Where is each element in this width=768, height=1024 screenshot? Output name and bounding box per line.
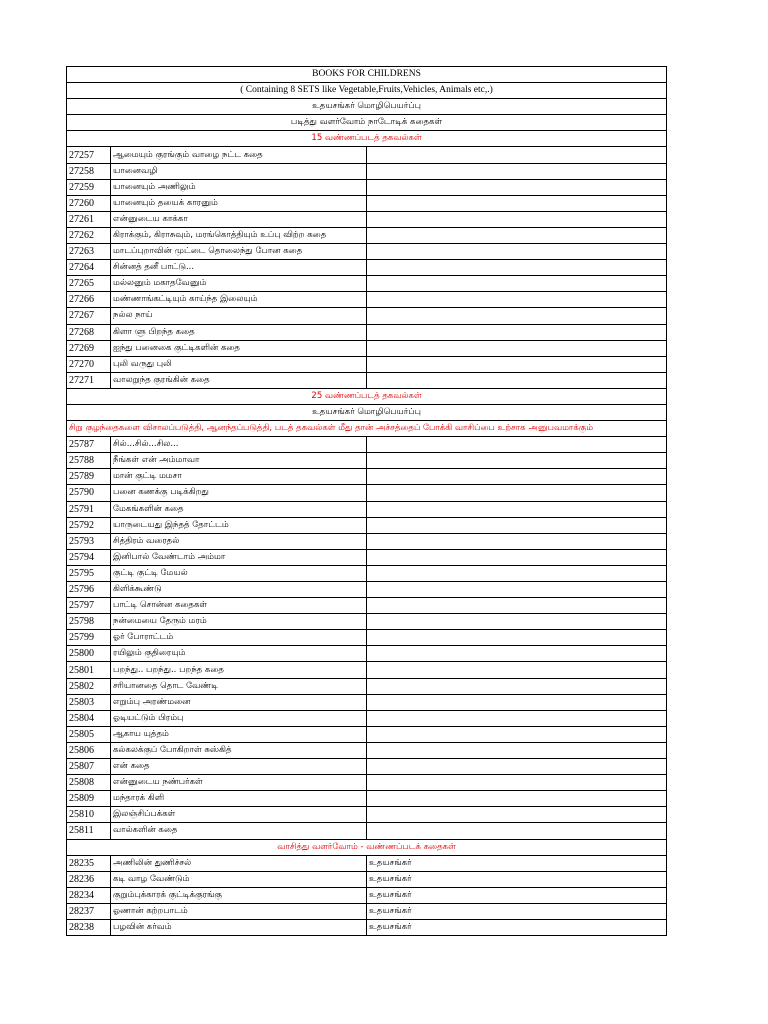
book-author xyxy=(367,694,667,710)
section-header: வாசித்து வளர்வோம் - வண்ணப்படக் கதைகள் xyxy=(67,839,667,855)
book-title: மாடப்புறாவின் முட்டை தொலைந்து போன கதை xyxy=(111,244,367,260)
book-title: புலி வருது புலி xyxy=(111,356,367,372)
book-title: நீங்கள் என் அம்மாவா xyxy=(111,453,367,469)
book-author xyxy=(367,292,667,308)
book-row xyxy=(67,147,667,163)
book-row xyxy=(67,437,667,453)
book-author xyxy=(367,614,667,630)
book-title: ஓணான் கற்றபாடம் xyxy=(111,903,367,919)
section-header-row xyxy=(67,388,667,404)
book-title: ஐந்து பனைகை குட்டிகளின் கதை xyxy=(111,340,367,356)
book-row xyxy=(67,823,667,839)
book-code: 27259 xyxy=(67,179,111,195)
book-title: பறந்து.. பறந்து.. பறந்த கதை xyxy=(111,662,367,678)
book-code: 27271 xyxy=(67,372,111,388)
book-author: உதயசங்கர் xyxy=(367,903,667,919)
book-author xyxy=(367,227,667,243)
book-code: 27270 xyxy=(67,356,111,372)
book-row xyxy=(67,887,667,903)
book-author xyxy=(367,211,667,227)
book-code: 25801 xyxy=(67,662,111,678)
book-author xyxy=(367,662,667,678)
book-code: 25799 xyxy=(67,630,111,646)
book-author xyxy=(367,710,667,726)
document-subtitle: ( Containing 8 SETS like Vegetable,Fruits,Vehicles, Animals etc,.) xyxy=(67,83,667,99)
book-author xyxy=(367,598,667,614)
book-code: 27261 xyxy=(67,211,111,227)
section-header-row xyxy=(67,131,667,147)
section-header: 25 வண்ணப்படத் தகவல்கள் xyxy=(67,388,667,404)
section-header: உதயசங்கர் மொழிபெயர்ப்பு xyxy=(67,404,667,420)
book-author xyxy=(367,469,667,485)
document-title: BOOKS FOR CHILDRENS xyxy=(67,67,667,83)
book-code: 25791 xyxy=(67,501,111,517)
book-code: 28234 xyxy=(67,887,111,903)
book-row xyxy=(67,630,667,646)
book-code: 27265 xyxy=(67,276,111,292)
book-code: 28236 xyxy=(67,871,111,887)
book-title: யானையும் தயைக் காரனும் xyxy=(111,195,367,211)
section-header-row xyxy=(67,839,667,855)
book-row xyxy=(67,211,667,227)
book-code: 25787 xyxy=(67,437,111,453)
book-code: 27257 xyxy=(67,147,111,163)
book-row xyxy=(67,549,667,565)
book-code: 25810 xyxy=(67,807,111,823)
book-row xyxy=(67,646,667,662)
book-author xyxy=(367,276,667,292)
book-author xyxy=(367,759,667,775)
book-row xyxy=(67,791,667,807)
book-code: 25790 xyxy=(67,485,111,501)
book-title: பனை கணக்கு படிக்கிறது xyxy=(111,485,367,501)
book-author xyxy=(367,565,667,581)
book-author xyxy=(367,630,667,646)
book-code: 25793 xyxy=(67,533,111,549)
book-row xyxy=(67,227,667,243)
book-code: 25803 xyxy=(67,694,111,710)
book-row xyxy=(67,582,667,598)
section-header-row xyxy=(67,99,667,115)
book-author xyxy=(367,195,667,211)
book-title: கிளிக்கூண்டு xyxy=(111,582,367,598)
book-title: வாலறுந்த குரங்கின் கதை xyxy=(111,372,367,388)
book-author xyxy=(367,260,667,276)
book-row xyxy=(67,662,667,678)
book-code: 25794 xyxy=(67,549,111,565)
book-author: உதயசங்கர் xyxy=(367,887,667,903)
book-row xyxy=(67,501,667,517)
book-author xyxy=(367,533,667,549)
book-code: 27267 xyxy=(67,308,111,324)
book-row xyxy=(67,308,667,324)
book-author xyxy=(367,742,667,758)
book-code: 25806 xyxy=(67,742,111,758)
book-title: ஓடியட்டும் பிரம்பு xyxy=(111,710,367,726)
book-title: கல்கலக்குப் போகிறாள் சுஸ்கித் xyxy=(111,742,367,758)
section-header-row xyxy=(67,404,667,420)
book-row xyxy=(67,324,667,340)
book-row xyxy=(67,565,667,581)
book-code: 25792 xyxy=(67,517,111,533)
book-author: உதயசங்கர் xyxy=(367,871,667,887)
book-code: 25796 xyxy=(67,582,111,598)
book-title: கிராக்கும், கிராசுவும், மரங்கொத்தியும் உப்பு விற்ற கதை xyxy=(111,227,367,243)
book-code: 27263 xyxy=(67,244,111,260)
book-code: 27264 xyxy=(67,260,111,276)
book-code: 27268 xyxy=(67,324,111,340)
book-author xyxy=(367,356,667,372)
book-row xyxy=(67,469,667,485)
book-author xyxy=(367,646,667,662)
book-row xyxy=(67,276,667,292)
book-title: என் கதை xyxy=(111,759,367,775)
book-row xyxy=(67,260,667,276)
book-title: ஆமையும் குரங்கும் வாழை நட்ட கதை xyxy=(111,147,367,163)
book-author xyxy=(367,501,667,517)
book-author: உதயசங்கர் xyxy=(367,855,667,871)
book-title: இலஞ்சிப்பக்கள் xyxy=(111,807,367,823)
book-title: இனிபால் வேண்டாம் அம்மா xyxy=(111,549,367,565)
book-title: சில்...சில்...சில... xyxy=(111,437,367,453)
book-title: வால்களின் கதை xyxy=(111,823,367,839)
book-row xyxy=(67,244,667,260)
section-header-row xyxy=(67,115,667,131)
book-code: 25804 xyxy=(67,710,111,726)
book-title: மான் குட்டி மமசா xyxy=(111,469,367,485)
book-title: எறும்பு அரண்மனை xyxy=(111,694,367,710)
book-code: 28237 xyxy=(67,903,111,919)
book-code: 25789 xyxy=(67,469,111,485)
book-title: சரியானதை தொட வேண்டி xyxy=(111,678,367,694)
book-title: குட்டி குட்டி மேயல் xyxy=(111,565,367,581)
book-code: 28238 xyxy=(67,919,111,935)
book-author xyxy=(367,324,667,340)
book-code: 25788 xyxy=(67,453,111,469)
book-author xyxy=(367,340,667,356)
book-author xyxy=(367,823,667,839)
book-title: குறும்புக்காரக் குட்டிக்குரங்கு xyxy=(111,887,367,903)
book-row xyxy=(67,372,667,388)
book-author xyxy=(367,791,667,807)
book-code: 27258 xyxy=(67,163,111,179)
book-code: 25808 xyxy=(67,775,111,791)
book-row xyxy=(67,195,667,211)
book-row xyxy=(67,694,667,710)
book-row xyxy=(67,356,667,372)
book-row xyxy=(67,678,667,694)
book-row xyxy=(67,710,667,726)
book-code: 25811 xyxy=(67,823,111,839)
book-title: சின்னத் தனீ பாட்டு... xyxy=(111,260,367,276)
book-title: என்னுடைய நண்பர்கள் xyxy=(111,775,367,791)
book-title: ரயிலும் குதிரையும் xyxy=(111,646,367,662)
book-row xyxy=(67,807,667,823)
book-code: 27260 xyxy=(67,195,111,211)
book-title: கடி வாழ வேண்டும் xyxy=(111,871,367,887)
book-row xyxy=(67,163,667,179)
book-row xyxy=(67,485,667,501)
section-header: 15 வண்ணப்படத் தகவல்கள் xyxy=(67,131,667,147)
book-author xyxy=(367,147,667,163)
book-title: மல்லனும் மகாதவேனும் xyxy=(111,276,367,292)
book-author xyxy=(367,163,667,179)
section-header: சிறு குழந்தைகளை விசாலப்படுத்தி, ஆனந்தப்படுத்தி, படத் தகவல்கள் மீது தான் அச்சத்தைப் போக்கி வாசிப்பை உற்சாக அனுபவமாக்கும் xyxy=(67,421,667,437)
book-title: யானைவழி xyxy=(111,163,367,179)
book-code: 25807 xyxy=(67,759,111,775)
book-row xyxy=(67,903,667,919)
book-title: பழவின் கர்வம் xyxy=(111,919,367,935)
book-title: கிளா ளு பிறந்த கதை xyxy=(111,324,367,340)
book-code: 27269 xyxy=(67,340,111,356)
book-row xyxy=(67,855,667,871)
book-row xyxy=(67,614,667,630)
book-list-body xyxy=(67,67,667,936)
book-author xyxy=(367,517,667,533)
book-title: ஆகாய யுத்தம் xyxy=(111,726,367,742)
book-row xyxy=(67,517,667,533)
book-row xyxy=(67,775,667,791)
book-title: நல்ல நாய் xyxy=(111,308,367,324)
book-code: 28235 xyxy=(67,855,111,871)
book-title: அணிலின் துணிச்சல் xyxy=(111,855,367,871)
subtitle-row xyxy=(67,83,667,99)
book-title: ஓர் போராட்டம் xyxy=(111,630,367,646)
book-row xyxy=(67,533,667,549)
book-title: மண்ணாங்கட்டியும் காய்ந்த இலையும் xyxy=(111,292,367,308)
book-title: நன்மையை தேரும் மரம் xyxy=(111,614,367,630)
book-row xyxy=(67,759,667,775)
book-code: 25809 xyxy=(67,791,111,807)
section-header-row xyxy=(67,421,667,437)
book-row xyxy=(67,598,667,614)
book-row xyxy=(67,726,667,742)
book-code: 25795 xyxy=(67,565,111,581)
section-header: படித்து வளர்வோம் நாடோடிக் கதைகள் xyxy=(67,115,667,131)
book-title: மேகங்களின் கதை xyxy=(111,501,367,517)
book-row xyxy=(67,742,667,758)
book-code: 25798 xyxy=(67,614,111,630)
book-code: 25797 xyxy=(67,598,111,614)
book-author xyxy=(367,485,667,501)
book-row xyxy=(67,292,667,308)
book-title: யானையும் அணிலும் xyxy=(111,179,367,195)
book-row xyxy=(67,871,667,887)
book-author xyxy=(367,453,667,469)
book-title: மந்தாரக் கிளி xyxy=(111,791,367,807)
book-author xyxy=(367,775,667,791)
book-author xyxy=(367,807,667,823)
book-author xyxy=(367,179,667,195)
book-title: சித்திரம் வரைதல் xyxy=(111,533,367,549)
book-title: என்னுடைய காக்கா xyxy=(111,211,367,227)
book-author xyxy=(367,244,667,260)
book-code: 25800 xyxy=(67,646,111,662)
title-row xyxy=(67,67,667,83)
book-author: உதயசங்கர் xyxy=(367,919,667,935)
book-row xyxy=(67,919,667,935)
book-author xyxy=(367,582,667,598)
book-code: 25802 xyxy=(67,678,111,694)
book-author xyxy=(367,437,667,453)
book-code: 27262 xyxy=(67,227,111,243)
book-code: 27266 xyxy=(67,292,111,308)
book-author xyxy=(367,372,667,388)
book-list-table xyxy=(66,66,667,936)
book-row xyxy=(67,340,667,356)
book-author xyxy=(367,549,667,565)
book-title: யாருடையது இந்தத் தோட்டம் xyxy=(111,517,367,533)
book-code: 25805 xyxy=(67,726,111,742)
section-header: உதயசங்கர் மொழிபெயர்ப்பு xyxy=(67,99,667,115)
book-author xyxy=(367,678,667,694)
book-author xyxy=(367,726,667,742)
book-author xyxy=(367,308,667,324)
book-title: பாட்டி சொன்ன கதைகள் xyxy=(111,598,367,614)
book-row xyxy=(67,453,667,469)
book-row xyxy=(67,179,667,195)
